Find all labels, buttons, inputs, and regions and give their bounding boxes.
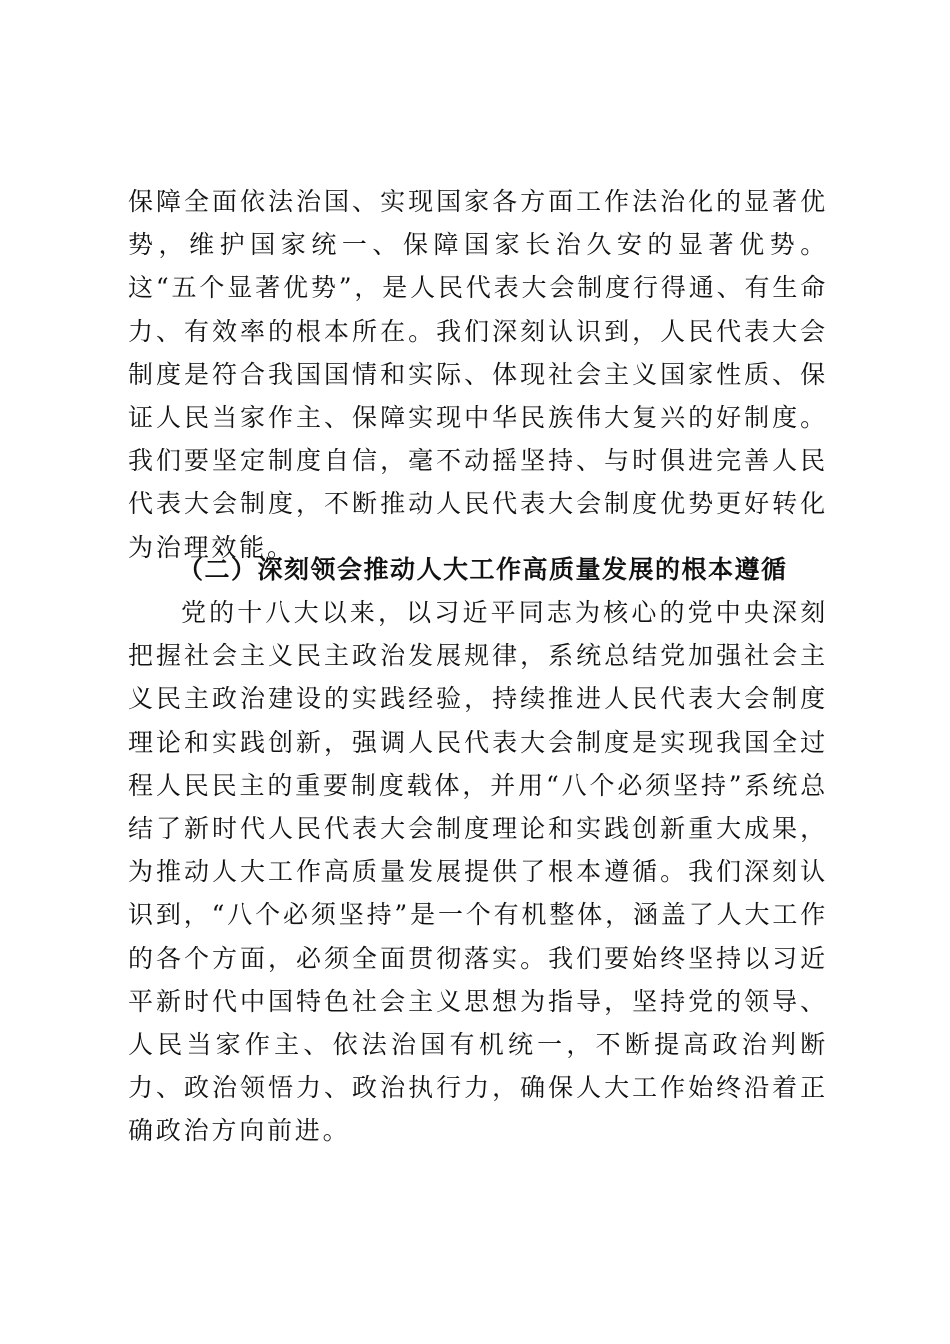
body-paragraph-1: 保障全面依法治国、实现国家各方面工作法治化的显著优势，维护国家统一、保障国家长治久安的显著优势。这“五个显著优势”，是人民代表大会制度行得通、有生命力、有效率的根本所在。我们深刻认识到，人民代表大会制度是符合我国国情和实际、体现社会主义国家性质、保证人民当家作主、保障实现中华民族伟大复兴的好制度。我们要坚定制度自信，毫不动摇坚持、与时俱进完善人民代表大会制度，不断推动人民代表大会制度优势更好转化为治理效能。 (128, 187, 828, 562)
section-heading: （二）深刻领会推动人大工作高质量发展的根本遵循 (178, 555, 788, 584)
body-paragraph-2: 党的十八大以来，以习近平同志为核心的党中央深刻把握社会主义民主政治发展规律，系统总结党加强社会主义民主政治建设的实践经验，持续推进人民代表大会制度理论和实践创新，强调人民代表大会制度是实现我国全过程人民民主的重要制度载体，并用“八个必须坚持”系统总结了新时代人民代表大会制度理论和实践创新重大成果，为推动人大工作高质量发展提供了根本遵循。我们深刻认识到，“八个必须坚持”是一个有机整体，涵盖了人大工作的各个方面，必须全面贯彻落实。我们要始终坚持以习近平新时代中国特色社会主义思想为指导，坚持党的领导、人民当家作主、依法治国有机统一，不断提高政治判断力、政治领悟力、政治执行力，确保人大工作始终沿着正确政治方向前进。 (128, 598, 828, 1146)
